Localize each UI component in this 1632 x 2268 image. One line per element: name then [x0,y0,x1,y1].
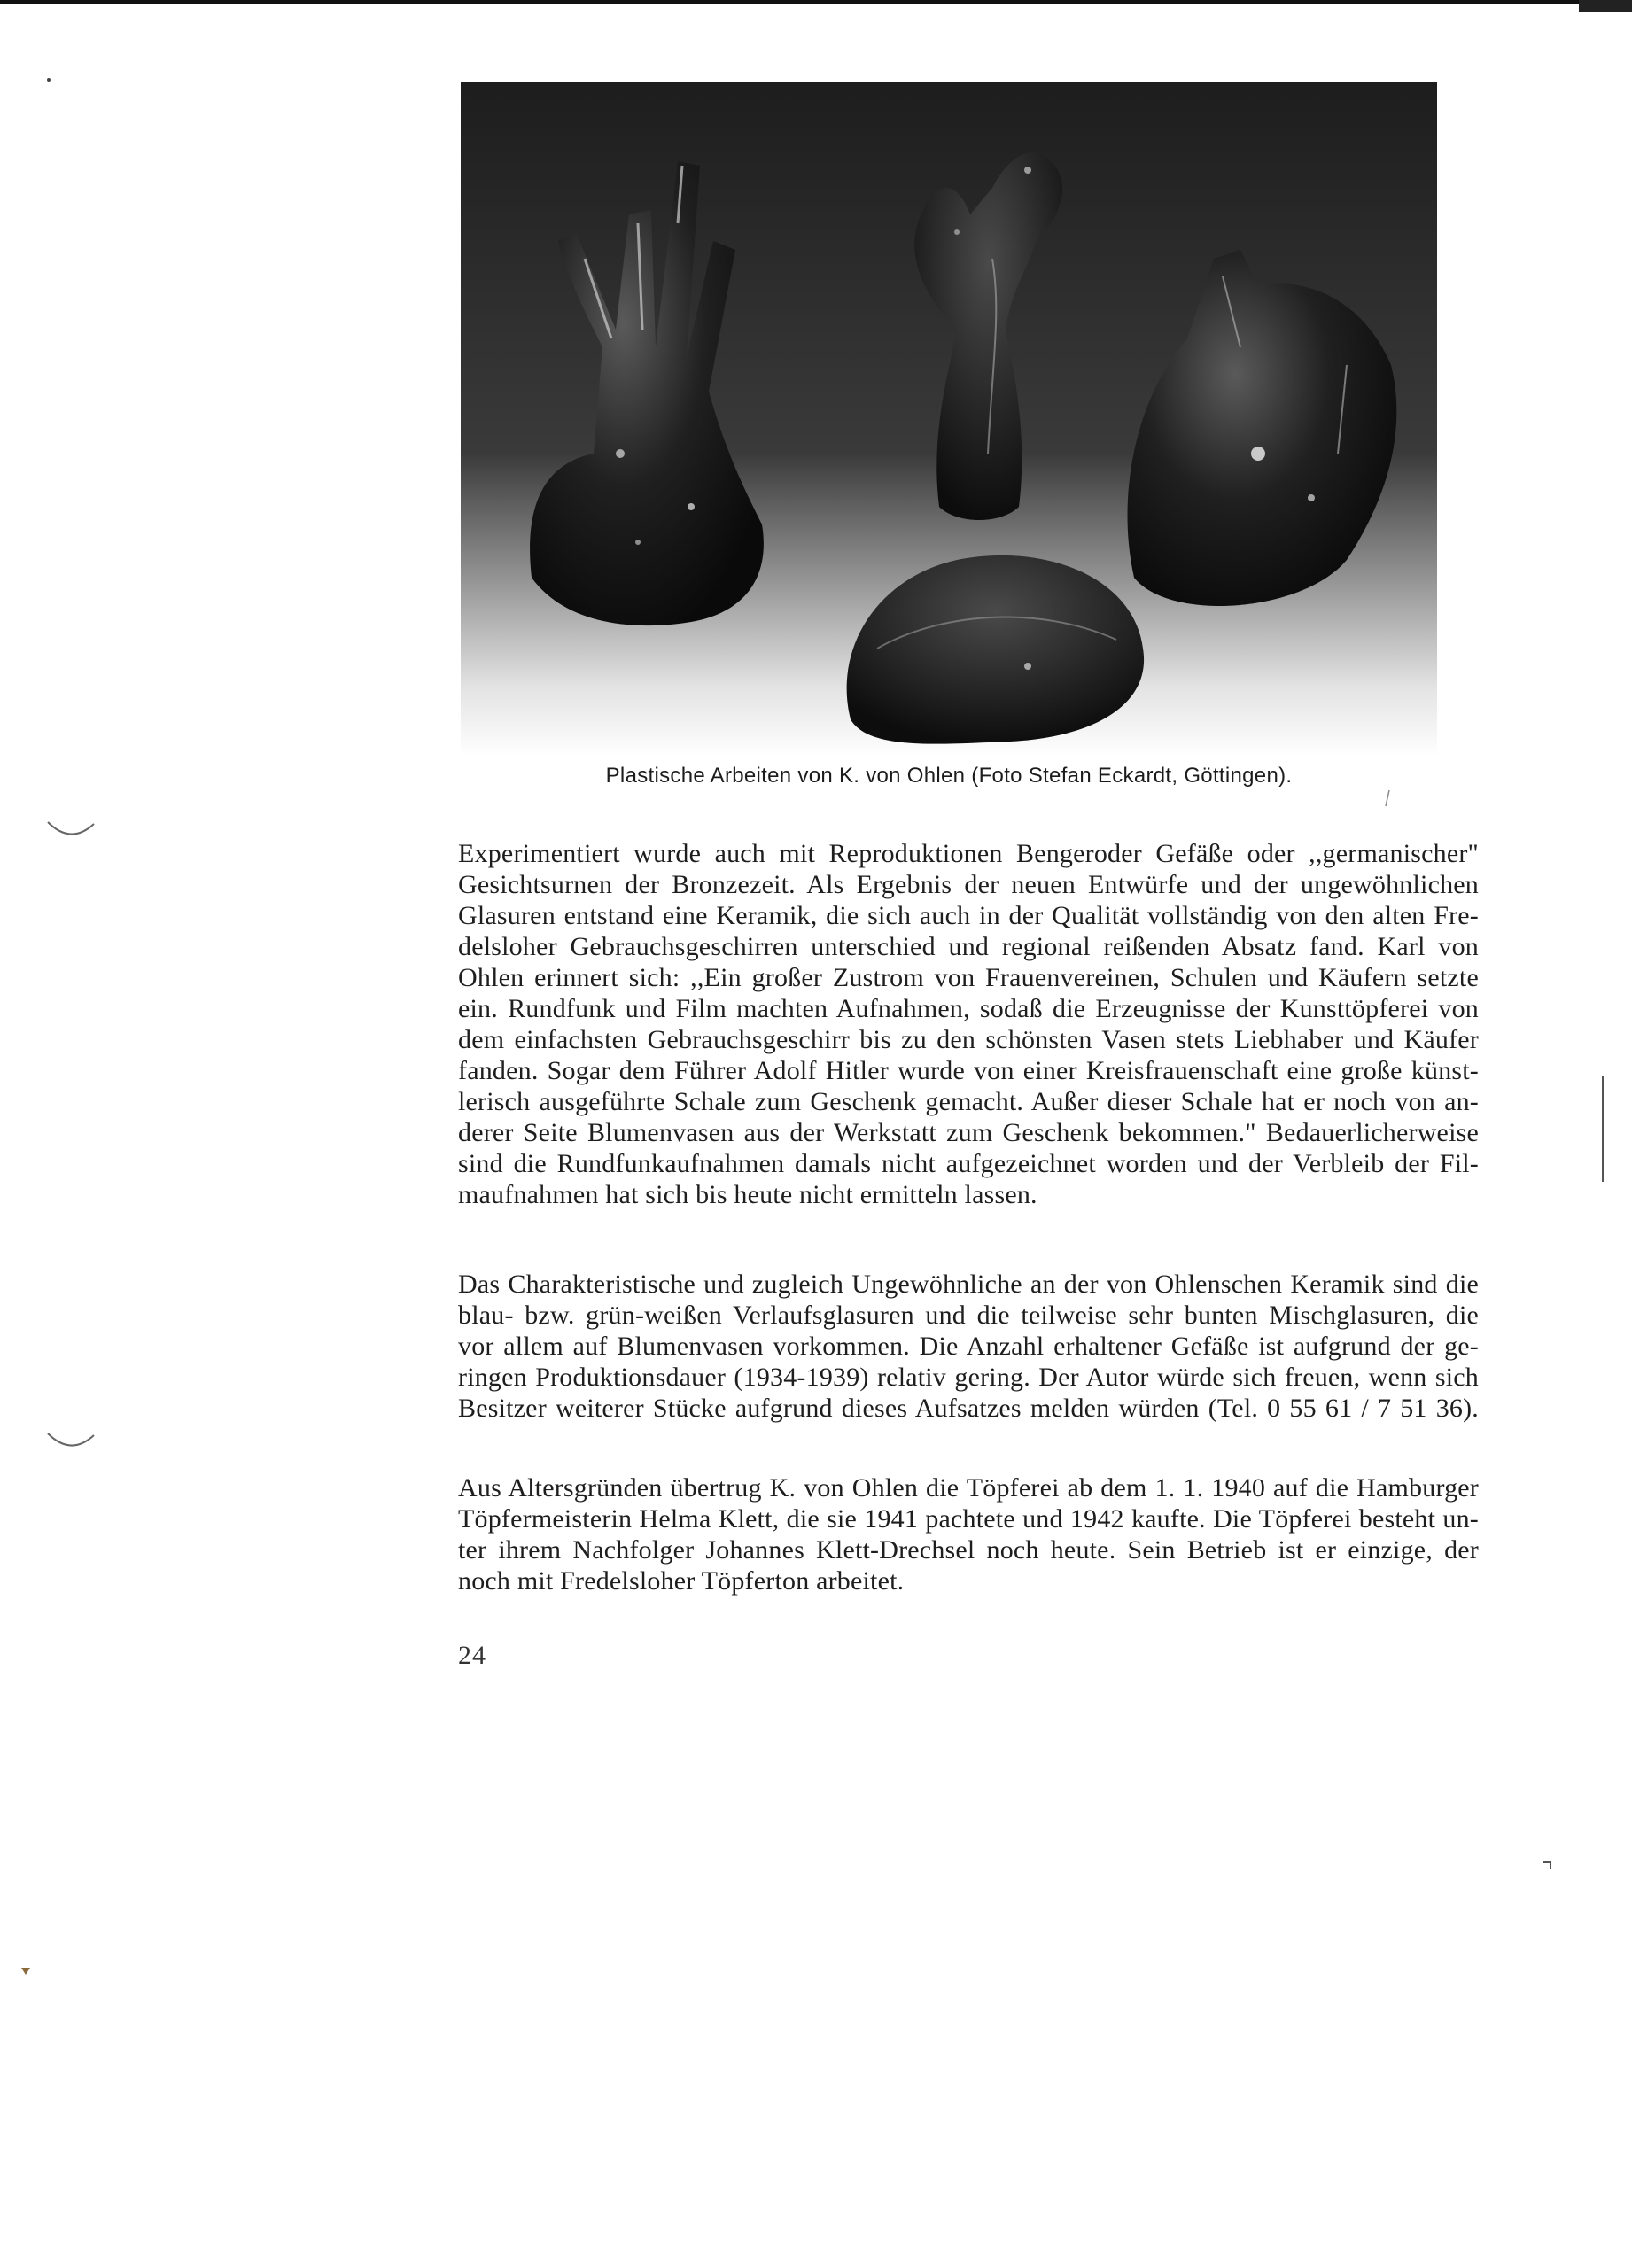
scan-dot-mark [44,75,53,84]
text-line: ringen Produktionsdauer (1934-1939) relativ gering. Der Autor würde sich freuen, wenn sich [458,1363,1479,1392]
scan-edge-line [1600,1076,1607,1182]
paragraph-2 [458,1269,1479,1424]
text-line: ein. Rundfunk und Film machten Aufnahmen, sodaß die Erzeugnisse der Kunsttöpferei von [458,994,1479,1023]
text-line: derer Seite Blumenvasen aus der Werkstatt zum Geschenk bekommen." Bedauerlicherweise [458,1118,1479,1147]
scan-dot-mark [1382,788,1393,810]
paragraph-3 [458,1472,1479,1596]
text-line: dem einfachsten Gebrauchsgeschirr bis zu den schönsten Vasen stets Liebhaber und Käufer [458,1025,1479,1054]
text-line: Experimentiert wurde auch mit Reproduktionen Bengeroder Gefäße oder ,,germanischer" [458,839,1479,868]
photo-caption: Plastische Arbeiten von K. von Ohlen (Foto Stefan Eckardt, Göttingen). [605,764,1293,788]
text-line: fanden. Sogar dem Führer Adolf Hitler wurde von einer Kreisfrauenschaft eine große künst- [458,1056,1479,1085]
scan-top-edge [0,0,1632,4]
sculptures-photo [461,82,1437,757]
paragraph-1 [458,838,1479,1210]
text-line: Aus Altersgründen übertrug K. von Ohlen die Töpferei ab dem 1. 1. 1940 auf die Hamburger [458,1473,1479,1503]
scan-dot-mark [1542,1859,1556,1871]
punch-hole-arc-mark [44,1426,97,1462]
text-line: Gesichtsurnen der Bronzezeit. Als Ergebnis der neuen Entwürfe und der ungewöhnlichen [458,870,1479,899]
text-line: Das Charakteristische und zugleich Ungewöhnliche an der von Ohlenschen Keramik sind die [458,1270,1479,1299]
text-line: sind die Rundfunkaufnahmen damals nicht aufgezeichnet worden und der Verbleib der Fil- [458,1149,1479,1178]
text-line: Ohlen erinnert sich: ,,Ein großer Zustrom von Frauenvereinen, Schulen und Käufern setzte [458,963,1479,992]
scan-dot-mark [19,1965,32,1977]
text-line: vor allem auf Blumenvasen vorkommen. Die Anzahl erhaltener Gefäße ist aufgrund der ge- [458,1332,1479,1361]
text-line: delsloher Gebrauchsgeschirren unterschied und regional reißenden Absatz fand. Karl von [458,932,1479,961]
page-number: 24 [458,1641,486,1670]
text-line: Glasuren entstand eine Keramik, die sich auch in der Qualität vollständig von den alten Fre- [458,901,1479,930]
text-line: ter ihrem Nachfolger Johannes Klett-Drechsel noch heute. Sein Betrieb ist er einzige, der [458,1535,1479,1565]
punch-hole-arc-mark [44,815,97,850]
text-line: Besitzer weiterer Stücke aufgrund dieses Aufsatzes melden würden (Tel. 0 55 61 / 7 51 36). [458,1394,1479,1423]
scan-corner-shadow [1579,0,1632,12]
text-line: Töpfermeisterin Helma Klett, die sie 1941 pachtete und 1942 kaufte. Die Töpferei besteht un- [458,1504,1479,1534]
text-line: blau- bzw. grün-weißen Verlaufsglasuren und die teilweise sehr bunten Mischglasuren, die [458,1301,1479,1330]
text-line: lerisch ausgeführte Schale zum Geschenk gemacht. Außer dieser Schale hat er noch von an- [458,1087,1479,1116]
text-line: maufnahmen hat sich bis heute nicht ermitteln lassen. [458,1180,1037,1209]
text-line: noch mit Fredelsloher Töpferton arbeitet. [458,1566,905,1596]
